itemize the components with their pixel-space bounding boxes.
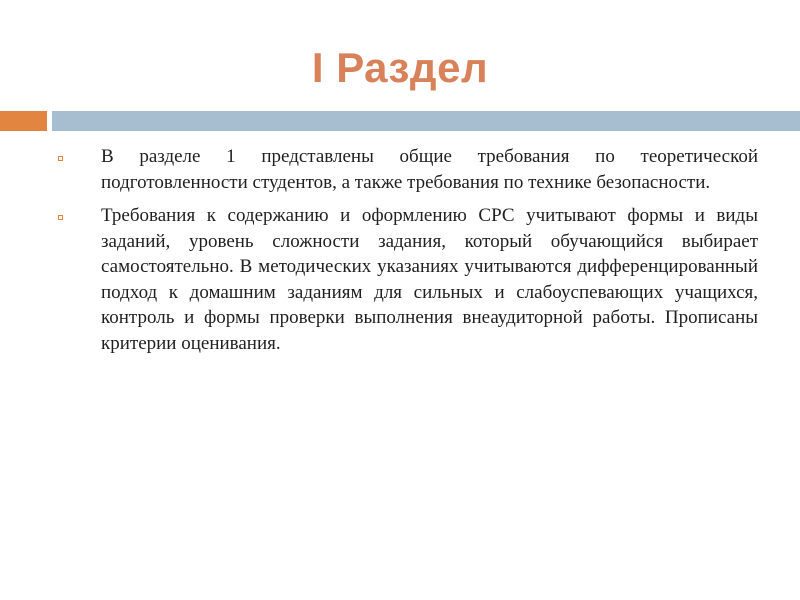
title-underline-bar [52,111,800,131]
bullet-list [58,144,758,364]
bullet-text: Требования к содержанию и оформлению СРС учитывают формы и виды заданий, уровень сложности задания, который обучающийся выбирает самостоятельно. В методических указаниях учитываются дифференцированный подход к домашним заданиям для сильных и слабоуспевающих учащихся, контроль и формы проверки выполнения внеаудиторной работы. Прописаны критерии оценивания. [101,205,758,354]
bullet-text: В разделе 1 представлены общие требования по теоретической подготовленности студентов, а также требования по технике безопасности. [101,146,758,193]
slide-title: I Раздел [311,44,489,91]
square-bullet-icon [58,215,63,220]
square-bullet-icon [58,156,63,161]
bullet-item [58,144,758,195]
title-underline-accent [0,111,47,131]
bullet-item [58,203,758,356]
